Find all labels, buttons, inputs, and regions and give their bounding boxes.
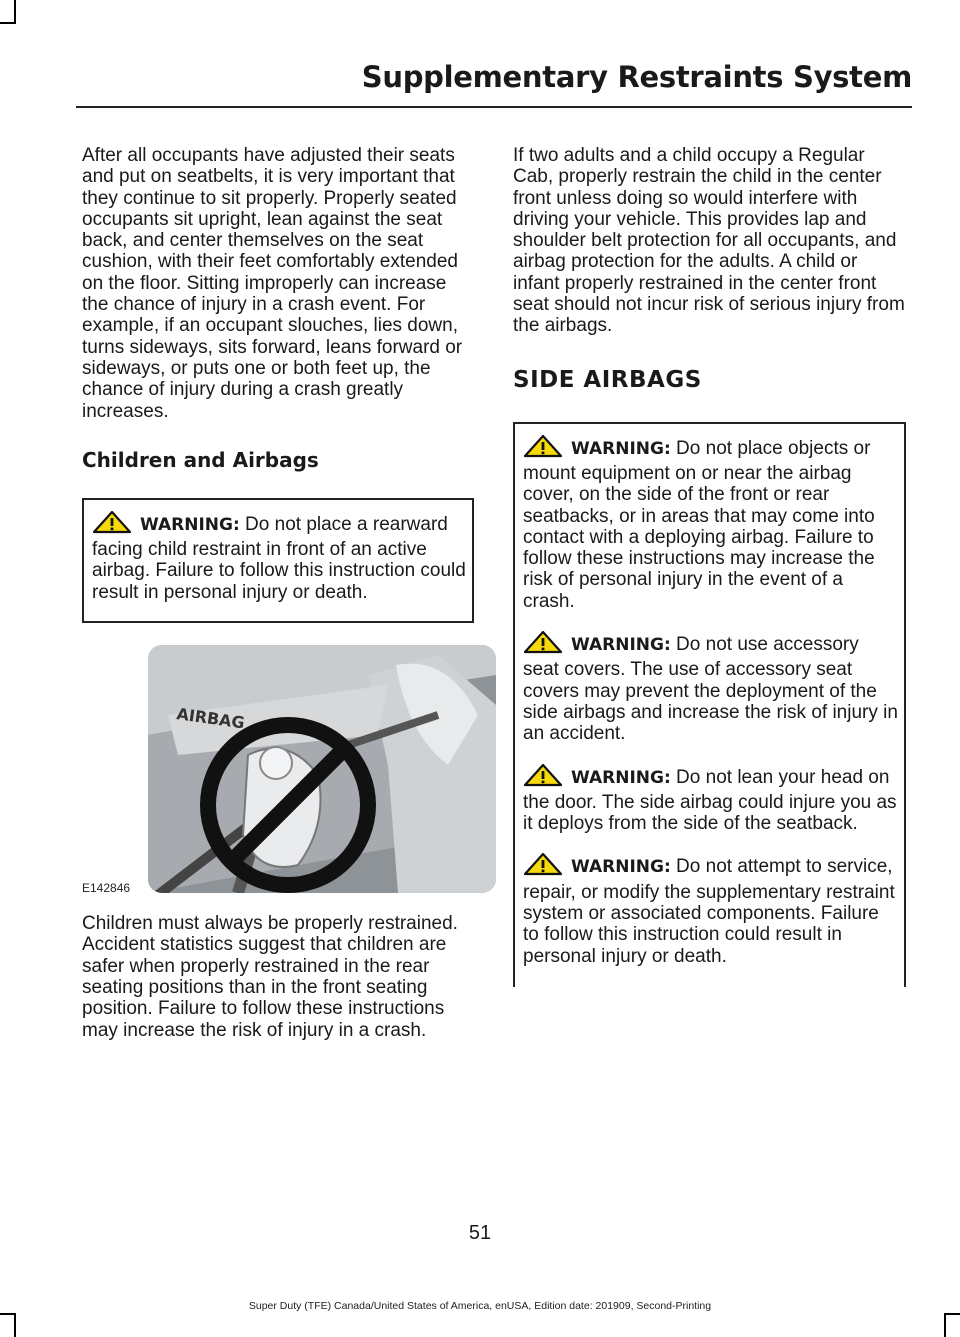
warning-item (523, 434, 898, 612)
section-heading-side-airbags: SIDE AIRBAGS (513, 366, 702, 393)
warning-triangle-icon (92, 510, 134, 539)
warning-label: WARNING: (571, 857, 671, 878)
children-paragraph: Children must always be properly restrained. Accident statistics suggest that children are safer when properly restrained in the rear seating positions than in the front seating position. Failure to follow these instructions may increase the risk of injury in a crash. (82, 913, 458, 1041)
airbag-label: AIRBAG (175, 704, 246, 733)
warning-label: WARNING: (571, 767, 671, 788)
edition-footer: Super Duty (TFE) Canada/United States of America, enUSA, Edition date: 201909, Second-Printing (248, 1300, 712, 1312)
warning-text: Do not place a rearward facing child restraint in front of an active airbag. Failure to follow this instruction could result in personal injury or death. (92, 513, 466, 603)
side-airbag-warning-box (513, 422, 906, 987)
warning-text: Do not lean your head on the door. The side airbag could injure you as it deploys from the side of the seatback. (523, 766, 897, 835)
warning-triangle-icon (523, 434, 565, 463)
warning-label: WARNING: (571, 438, 671, 459)
warning-item (523, 763, 898, 835)
section-heading-children-airbags: Children and Airbags (82, 447, 319, 472)
crop-mark (944, 1313, 960, 1315)
warning-label: WARNING: (571, 635, 671, 656)
left-column (82, 145, 474, 1041)
crop-mark (14, 0, 16, 24)
intro-paragraph: After all occupants have adjusted their seats and put on seatbelts, it is very important that they continue to sit properly. Properly seated occupants sit upright, lean against the seat back, and center themselves on the seat cushion, with their feet comfortably extended on the floor. Sitting improperly can increase the chance of injury in a crash event. For example, if an occupant slouches, lies down, turns sideways, sits forward, leans forward or sideways, or puts one or both feet up, the chance of injury during a crash greatly increases. (82, 145, 463, 422)
rear-facing-seat-prohibited-image (148, 645, 496, 893)
page-number: 51 (468, 1222, 492, 1244)
airbag-child-seat-illustration (82, 645, 474, 903)
warning-label: WARNING: (140, 514, 240, 535)
crop-mark (944, 1313, 946, 1337)
crop-mark (14, 1313, 16, 1337)
header-divider (76, 106, 912, 108)
warning-text: Do not place objects or mount equipment on or near the airbag cover, on the side of the front or rear seatbacks, or in areas that may come into contact with a deploying airbag. Failure to follow these instructions may increase the risk of personal injury in the event of a crash. (523, 437, 875, 612)
warning-item (523, 852, 898, 966)
warning-item (92, 510, 466, 603)
warning-triangle-icon (523, 630, 565, 659)
regular-cab-paragraph: If two adults and a child occupy a Regular Cab, properly restrain the child in the center front unless doing so would interfere with driving your vehicle. This provides lap and shoulder belt protection for all occupants, and airbag protection for the adults. A child or infant properly restrained in the center front seat should not incur risk of serious injury from the airbags. (513, 145, 905, 337)
warning-triangle-icon (523, 852, 565, 881)
crop-mark (0, 22, 16, 24)
warning-text: Do not use accessory seat covers. The use of accessory seat covers may prevent the deployment of the side airbags and increase the risk of injury in an accident. (523, 634, 898, 745)
right-column (513, 145, 906, 987)
warning-text: Do not attempt to service, repair, or modify the supplementary restraint system or associated components. Failure to follow this instruction could result in personal injury or death. (523, 856, 895, 967)
page-title: Supplementary Restraints System (361, 60, 912, 94)
warning-item (523, 630, 898, 744)
figure-id: E142846 (82, 881, 131, 896)
crop-mark (0, 1313, 16, 1315)
warning-box (82, 498, 474, 623)
warning-triangle-icon (523, 763, 565, 792)
